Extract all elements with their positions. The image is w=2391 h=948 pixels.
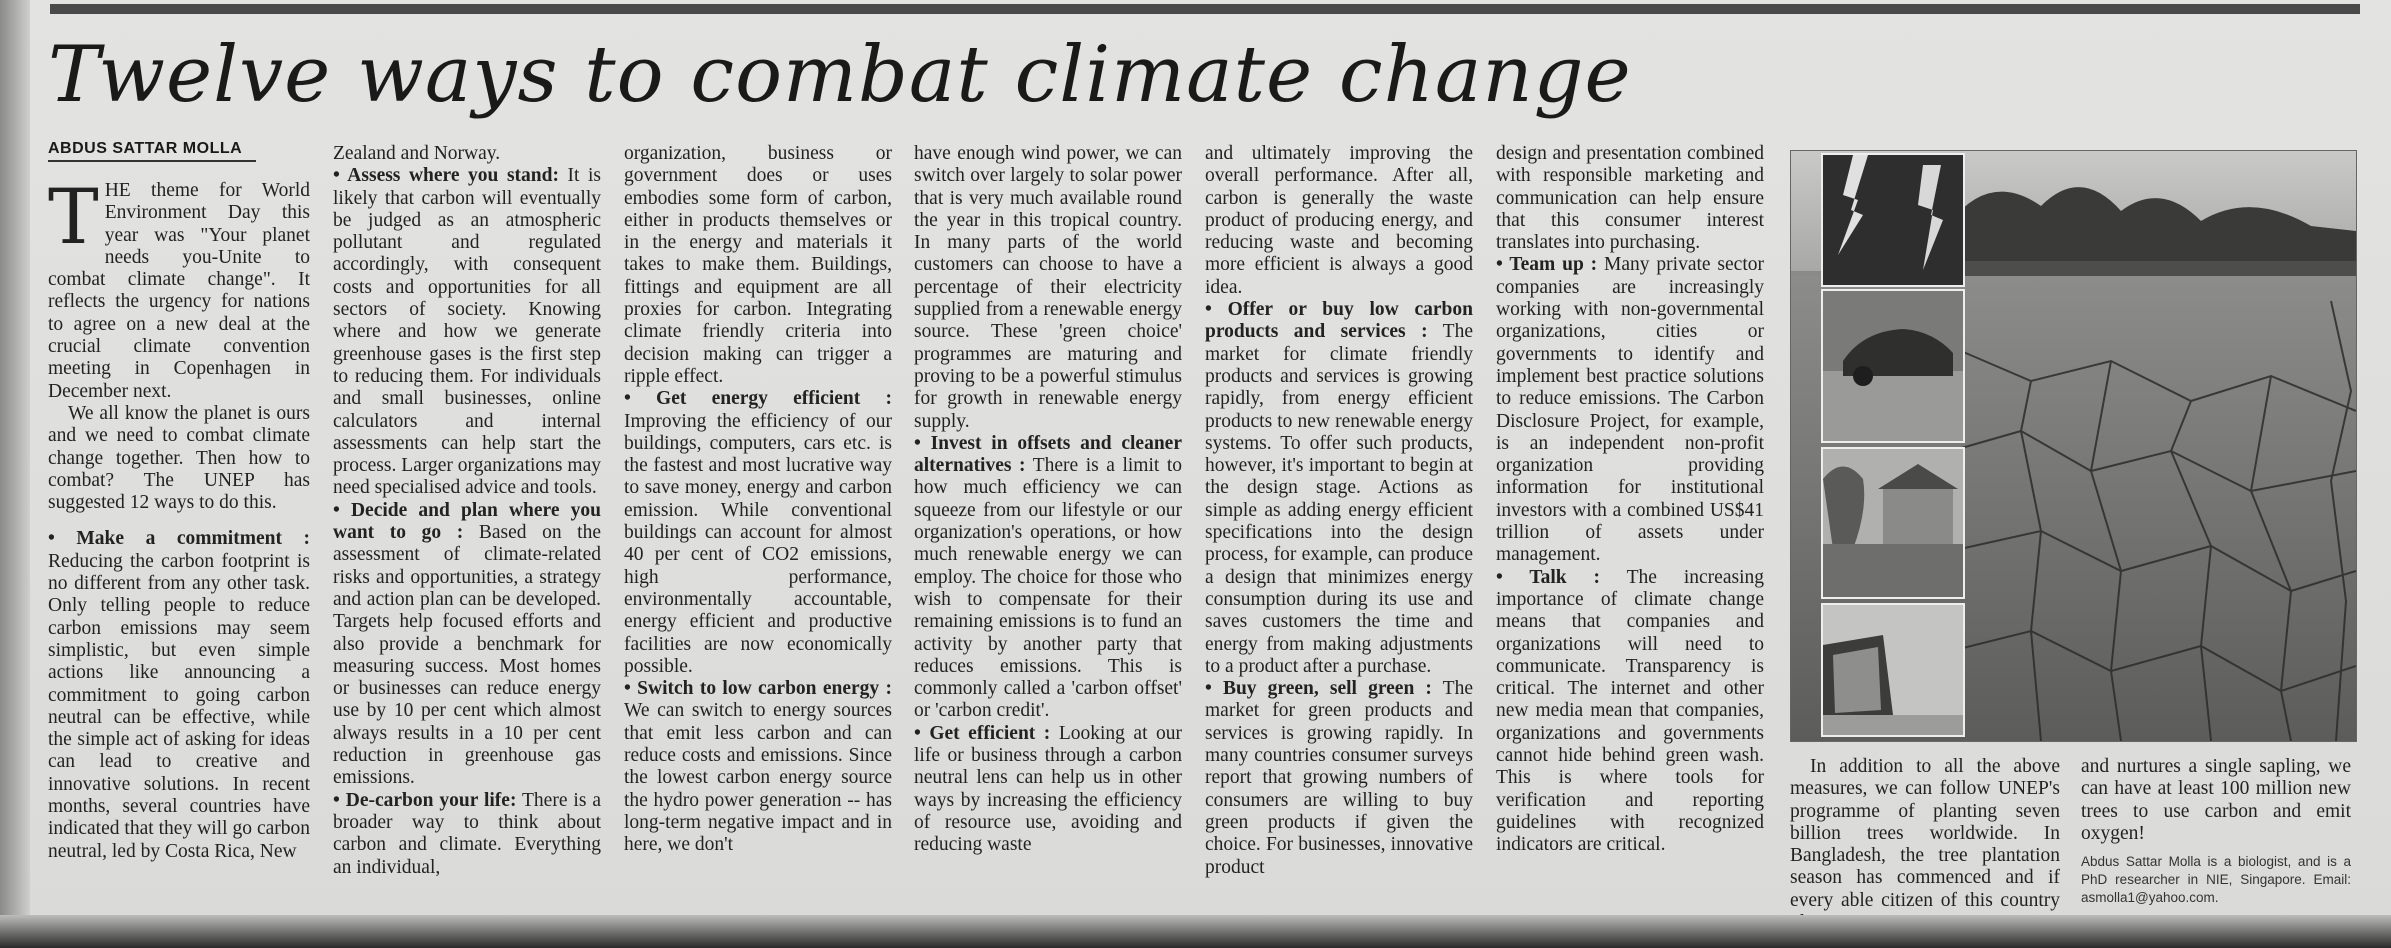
tip-text: It is likely that carbon will eventually be judged as an atmospheric pollutant and regulated accordingly, with consequent costs and opportunities for all sectors of society. Knowing where and how we generate greenhouse gases is the first step to reducing them. For individuals and small businesses, online calculators and internal assessments can help start the process. Larger organizations may need specialised advice and tools. bbox=[333, 165, 601, 499]
page-bottom-shadow bbox=[0, 915, 2391, 948]
tip-heading: • Switch to low carbon energy : bbox=[624, 678, 892, 700]
tip-heading: • Assess where you stand: bbox=[333, 165, 559, 187]
tip-text: The market for green products and services is growing rapidly. In many countries consumer surveys report that growing numbers of consumers are willing to buy green products if given the choice. For businesses, innovative product bbox=[1205, 678, 1473, 878]
article-column-1 bbox=[48, 172, 310, 863]
tip-text: We can switch to energy sources that emit less carbon and can reduce costs and emissions. Since the lowest carbon energy source the hydro power generation -- has long-term negative impact and in here, we don't bbox=[624, 700, 892, 856]
article-column-7 bbox=[1790, 756, 2060, 934]
author-credit: Abdus Sattar Molla is a biologist, and is a PhD researcher in NIE, Singapore. Email: asmolla1@yahoo.com. bbox=[2081, 854, 2351, 906]
tip-heading: • Decide and plan where you want to go : bbox=[333, 499, 601, 544]
tip-text: There is a broader way to think about carbon and climate. Everything an individual, bbox=[333, 789, 601, 878]
closing-paragraph: In addition to all the above measures, we can follow UNEP's programme of planting seven billion trees worldwide. In Bangladesh, the tree plantation season has commenced and if every able citizen of this country bbox=[1790, 756, 2060, 911]
top-rule bbox=[50, 4, 2360, 14]
tip-heading: • Buy green, sell green : bbox=[1205, 678, 1432, 700]
tip-heading: • Invest in offsets and cleaner alternatives : bbox=[914, 432, 1182, 477]
lightning-photo bbox=[1821, 153, 1965, 287]
article-column-4 bbox=[914, 143, 1182, 857]
article-column-8 bbox=[2081, 756, 2351, 907]
byline: ABDUS SATTAR MOLLA bbox=[48, 140, 256, 162]
continued-text: have enough wind power, we can switch over largely to solar power that is very much available round the year in this tropical country. In many parts of the world customers can choose to have a percentage of their electricity supplied from a renewable energy source. These 'green choice' programmes are maturing and proving to be a powerful stimulus for growth in renewable energy supply. bbox=[914, 143, 1182, 432]
tip-text: Improving the efficiency of our buildings, computers, cars etc. is the fastest and most lucrative way to save money, energy and carbon emission. While conventional buildings can account for almost 40 per cent of CO2 emissions, high performance, environmentally accountable, energy efficient and productive facilities are now economically possible. bbox=[624, 410, 892, 677]
page-edge-shadow bbox=[0, 0, 30, 948]
continued-text: organization, business or government does or uses embodies some form of carbon, either in products themselves or in the energy and materials it takes to make them. Buildings, fittings and equipment are all proxies for carbon. Integrating climate friendly criteria into decision making can trigger a ripple effect. bbox=[624, 143, 892, 387]
tip-heading: • Offer or buy low carbon products and services : bbox=[1205, 299, 1473, 343]
intro-paragraph: HE theme for World Environment Day this year was "Your planet needs you-Unite to combat climate change". It reflects the urgency for nations to agree on a new deal at the crucial climate convention meeting in Copenhagen in December next. bbox=[48, 180, 310, 402]
tip-text: The increasing importance of climate change means that companies and organizations will need to communicate. Transparency is critical. The internet and other new media mean that companies, organizations and governments cannot hide behind green wash. This is where tools for verification and reporting guidelines with recognized indicators are critical. bbox=[1496, 566, 1764, 856]
tip-heading: • Get energy efficient : bbox=[624, 388, 892, 410]
flooded-house-photo bbox=[1821, 447, 1965, 599]
continued-text: Zealand and Norway. bbox=[333, 143, 501, 164]
closing-paragraph: and nurtures a single sapling, we can have at least 100 million new trees to use carbon and emit oxygen! bbox=[2081, 756, 2351, 844]
drop-cap: T bbox=[48, 172, 99, 261]
tip-heading: • Make a commitment : bbox=[48, 528, 310, 550]
tip-heading: • Talk : bbox=[1496, 566, 1601, 588]
tip-text: Many private sector companies are increasingly working with non-governmental organizations, cities or governments to identify and implement best practice solutions to reduce emissions. The Carbon Disclosure Project, for example, is an independent non-profit organization providing information for institutional investors with a combined US$41 trillion of assets under management. bbox=[1496, 254, 1764, 566]
tip-text: The market for climate friendly products and services is growing rapidly, from energy efficient products to new renewable energy systems. To offer such products, however, it's important to begin at the design stage. Actions as simple as adding energy efficient specifications into the design process, for example, can produce a design that minimizes energy consumption during its use and saves customers the time and energy from making adjustments to a product after a purchase. bbox=[1205, 321, 1473, 677]
tip-text: Based on the assessment of climate-related risks and opportunities, a strategy and action plan can be developed. Targets help focused efforts and also provide a benchmark for measuring success. Most homes or businesses can reduce energy use by 10 per cent which almost always results in a 10 per cent reduction in greenhouse gas emissions. bbox=[333, 522, 601, 789]
tip-text: Reducing the carbon footprint is no different from any other task. Only telling people to reduce carbon emissions may seem simplistic, but even simple actions like announcing a commitment to going carbon neutral can be effective, while the simple act of asking for ideas can lead to creative and innovative solutions. In recent months, several countries have indicated that they will go carbon neutral, led by Costa Rica, New bbox=[48, 550, 310, 862]
article-column-2 bbox=[333, 143, 601, 879]
tip-text: Looking at our life or business through a carbon neutral lens can help us in other ways by increasing the efficiency of resource use, avoiding and reducing waste bbox=[914, 722, 1182, 856]
article-column-3 bbox=[624, 143, 892, 857]
article-column-6 bbox=[1496, 143, 1764, 857]
climate-photo-collage bbox=[1790, 150, 2357, 742]
flooded-car-photo bbox=[1821, 289, 1965, 443]
tip-text: There is a limit to how much efficiency we can squeeze from our lifestyle or our organization's operations, or how much renewable energy we can employ. The choice for those who wish to compensate for their remaining emissions is to fund an activity by another party that reduces emissions. This is commonly called a 'carbon offset' or 'carbon credit'. bbox=[914, 455, 1183, 722]
tip-heading: • Get efficient : bbox=[914, 722, 1051, 744]
paragraph-two: We all know the planet is ours and we need to combat climate change together. Then how to combat? The UNEP has suggested 12 ways to do this. bbox=[48, 402, 310, 514]
continued-text: and ultimately improving the overall performance. After all, carbon is generally the waste product of producing energy, and reducing waste and becoming more efficient is always a good idea. bbox=[1205, 143, 1473, 298]
headline: Twelve ways to combat climate change bbox=[48, 30, 1632, 120]
tip-heading: • Team up : bbox=[1496, 254, 1598, 276]
tip-heading: • De-carbon your life: bbox=[333, 789, 517, 811]
melting-glacier-photo bbox=[1821, 603, 1965, 737]
article-column-5 bbox=[1205, 143, 1473, 879]
continued-text: design and presentation combined with responsible marketing and communication can help ensure that this consumer interest translates into purchasing. bbox=[1496, 143, 1764, 254]
